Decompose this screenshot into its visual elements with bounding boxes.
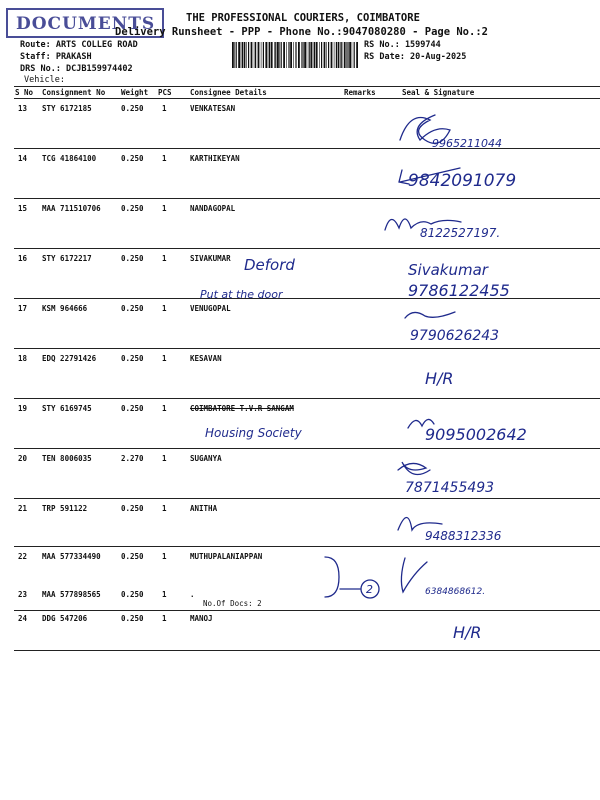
consignee: VENKATESAN [190,104,236,113]
consignee: VENUGOPAL [190,304,231,313]
sno: 13 [18,104,28,113]
consignee: . [190,590,195,599]
signature-scribble [401,558,427,592]
handwritten-name: Sivakumar [408,261,488,279]
consignment-no: TCG 41864100 [42,154,97,163]
route-label: Route: ARTS COLLEG ROAD [20,40,138,50]
consignment-no: STY 6172185 [42,104,92,113]
consignee: COIMBATORE T.V.R SANGAM [190,404,294,413]
weight: 0.250 [121,354,144,363]
pcs: 1 [162,104,167,113]
pcs: 1 [162,590,167,599]
handwritten-mark: H/R [425,369,454,388]
pcs: 1 [162,552,167,561]
pcs: 1 [162,614,167,623]
sno: 17 [18,304,28,313]
consignment-no: DDG 547206 [42,614,88,623]
handwritten-remark: Put at the door [200,288,283,301]
handwritten-count: 2 [366,583,373,596]
handwritten-phone: 9965211044 [432,137,502,150]
consignee: ANITHA [190,504,218,513]
pcs: 1 [162,154,167,163]
runsheet-subtitle: Delivery Runsheet - PPP - Phone No.:9047080280 - Page No.:2 [115,26,488,38]
handwritten-phone: 9842091079 [408,171,517,191]
consignment-no: STY 6169745 [42,404,92,413]
signature-scribble [398,462,430,475]
handwritten-phone: 9786122455 [408,281,510,300]
rs-date: RS Date: 20-Aug-2025 [364,52,467,62]
handwritten-phone: 8122527197. [420,226,501,240]
consignee: SIVAKUMAR [190,254,231,263]
consignment-no: MAA 577898565 [42,590,101,599]
pcs: 1 [162,454,167,463]
col-header-remarks: Remarks [344,88,376,97]
weight: 0.250 [121,504,144,513]
sno: 23 [18,590,28,599]
consignee: SUGANYA [190,454,222,463]
pcs: 1 [162,504,167,513]
col-header-seal-signature: Seal & Signature [402,88,475,97]
weight: 0.250 [121,552,144,561]
consignee: NANDAGOPAL [190,204,236,213]
sno: 18 [18,354,28,363]
consignment-no: KSM 964666 [42,304,88,313]
handwritten-phone: 7871455493 [405,480,495,496]
weight: 2.270 [121,454,144,463]
sno: 16 [18,254,28,263]
weight: 0.250 [121,254,144,263]
col-header-pcs: PCS [158,88,172,97]
consignment-no: TRP 591122 [42,504,88,513]
weight: 0.250 [121,614,144,623]
handwritten-phone: 9488312336 [425,529,502,543]
weight: 0.250 [121,304,144,313]
consignment-no: TEN 8006035 [42,454,92,463]
sno: 20 [18,454,28,463]
consignment-no: STY 6172217 [42,254,92,263]
sno: 21 [18,504,28,513]
staff-label: Staff: PRAKASH [20,52,92,62]
consignee: MANOJ [190,614,213,623]
handwritten-phone: 6384868612. [425,587,486,597]
company-title: THE PROFESSIONAL COURIERS, COIMBATORE [186,12,420,24]
col-header-consignment: Consignment No [42,88,106,97]
weight: 0.250 [121,204,144,213]
vehicle-label: Vehicle: [24,75,65,85]
col-header-weight: Weight [121,88,149,97]
sno: 22 [18,552,28,561]
consignee: MUTHUPALANIAPPAN [190,552,263,561]
col-header-consignee: Consignee Details [190,88,267,97]
sno: 24 [18,614,28,623]
consignment-no: MAA 577334490 [42,552,101,561]
weight: 0.250 [121,404,144,413]
weight: 0.250 [121,590,144,599]
handwritten-phone: 9095002642 [425,425,527,444]
consignee: KESAVAN [190,354,222,363]
pcs: 1 [162,254,167,263]
sno: 14 [18,154,28,163]
consignee: KARTHIKEYAN [190,154,240,163]
weight: 0.250 [121,154,144,163]
documents-stamp: DOCUMENTS [6,8,164,38]
handwritten-remark: Housing Society [205,426,302,440]
pcs: 1 [162,304,167,313]
weight: 0.250 [121,104,144,113]
drs-number: DRS No.: DCJB159974402 [20,64,133,74]
consignment-no: MAA 711510706 [42,204,101,213]
consignment-no: EDQ 22791426 [42,354,97,363]
signature-scribble [405,312,455,318]
no-of-docs: No.Of Docs: 2 [203,599,262,608]
rs-number: RS No.: 1599744 [364,40,441,50]
pcs: 1 [162,404,167,413]
handwritten-remark: Deford [244,256,295,274]
handwritten-phone: 9790626243 [410,328,500,344]
bracket-mark [325,557,339,597]
pcs: 1 [162,354,167,363]
handwritten-mark: H/R [453,623,482,642]
col-header-sno: S No [15,88,34,97]
pcs: 1 [162,204,167,213]
sno: 19 [18,404,28,413]
sno: 15 [18,204,28,213]
